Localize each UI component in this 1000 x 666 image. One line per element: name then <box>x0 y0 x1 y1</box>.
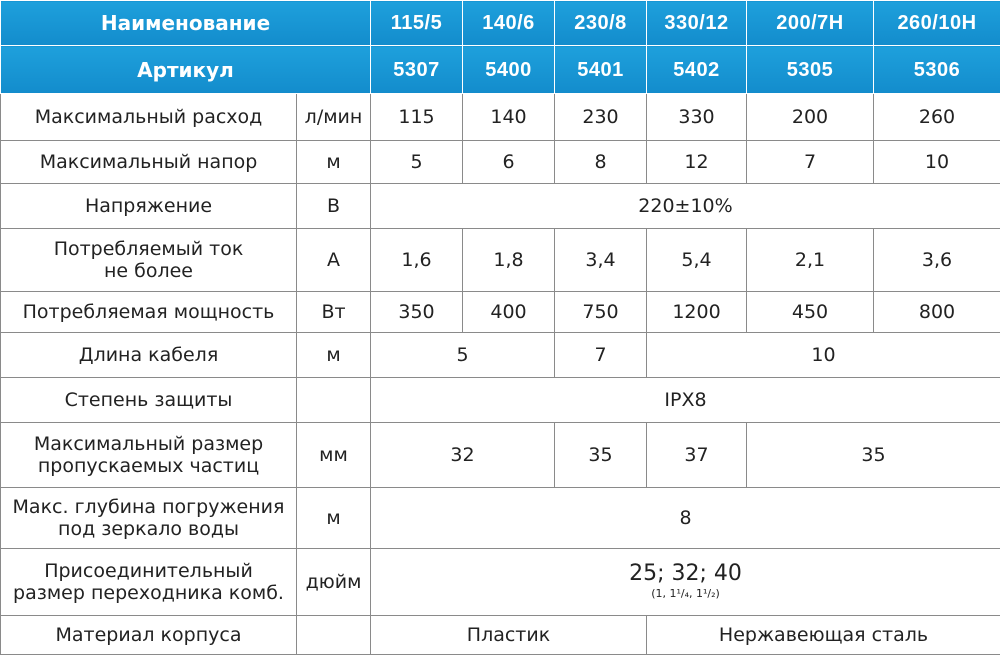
row-max-head <box>1 141 1000 184</box>
param-label: Длина кабеля <box>1 333 297 378</box>
article-number: 5400 <box>463 46 555 94</box>
value-cell: 5 <box>371 141 463 184</box>
param-label-line1: Макс. глубина погружения <box>12 496 285 518</box>
value-cell: 12 <box>647 141 747 184</box>
param-label-line2: пропускаемых частиц <box>37 455 260 477</box>
param-label: Максимальный расход <box>1 94 297 141</box>
value-cell: 7 <box>555 333 647 378</box>
unit-cell: м <box>297 488 371 549</box>
row-connection-size <box>1 549 1000 616</box>
value-cell: 115 <box>371 94 463 141</box>
unit-cell: Вт <box>297 292 371 333</box>
model-header: 230/8 <box>555 1 647 46</box>
value-cell: 230 <box>555 94 647 141</box>
model-header: 260/10Н <box>874 1 1000 46</box>
unit-cell: м <box>297 141 371 184</box>
header-row-article <box>1 46 1000 94</box>
value-cell: 450 <box>747 292 874 333</box>
row-max-flow <box>1 94 1000 141</box>
value-cell: 8 <box>555 141 647 184</box>
value-cell: 7 <box>747 141 874 184</box>
param-label-line2: под зеркало воды <box>58 518 239 540</box>
value-cell: 5 <box>371 333 555 378</box>
row-power <box>1 292 1000 333</box>
param-label <box>1 423 297 488</box>
row-particle-size <box>1 423 1000 488</box>
article-number: 5307 <box>371 46 463 94</box>
param-label-line2: размер переходника комб. <box>13 582 284 604</box>
header-row-name <box>1 1 1000 46</box>
value-cell: 140 <box>463 94 555 141</box>
model-header: 140/6 <box>463 1 555 46</box>
value-cell: 1200 <box>647 292 747 333</box>
value-cell: 10 <box>647 333 1000 378</box>
row-current <box>1 229 1000 292</box>
article-number: 5306 <box>874 46 1000 94</box>
value-cell: 260 <box>874 94 1000 141</box>
row-cable-length <box>1 333 1000 378</box>
unit-cell: л/мин <box>297 94 371 141</box>
param-label: Напряжение <box>1 184 297 229</box>
value-cell: 3,4 <box>555 229 647 292</box>
article-number: 5401 <box>555 46 647 94</box>
value-cell: 5,4 <box>647 229 747 292</box>
value-cell: 750 <box>555 292 647 333</box>
value-cell: 400 <box>463 292 555 333</box>
unit-cell: В <box>297 184 371 229</box>
value-cell: 6 <box>463 141 555 184</box>
value-cell: 200 <box>747 94 874 141</box>
model-header: 200/7Н <box>747 1 874 46</box>
article-header: Артикул <box>1 46 371 94</box>
value-cell: Пластик <box>371 616 647 655</box>
param-label <box>1 229 297 292</box>
param-label-line2: не более <box>103 260 194 282</box>
value-cell: 1,8 <box>463 229 555 292</box>
article-number: 5305 <box>747 46 874 94</box>
value-cell <box>371 549 1000 616</box>
value-cell: 220±10% <box>371 184 1000 229</box>
row-protection <box>1 378 1000 423</box>
name-header: Наименование <box>1 1 371 46</box>
value-cell: 2,1 <box>747 229 874 292</box>
param-label-line1: Потребляемый ток <box>53 238 244 260</box>
param-label: Материал корпуса <box>1 616 297 655</box>
connection-subvalue: (1, 1¹/₄, 1¹/₂) <box>651 587 720 600</box>
value-cell: 35 <box>747 423 1000 488</box>
value-cell: 35 <box>555 423 647 488</box>
row-depth <box>1 488 1000 549</box>
param-label: Степень защиты <box>1 378 297 423</box>
unit-cell: дюйм <box>297 549 371 616</box>
unit-cell: мм <box>297 423 371 488</box>
value-cell: 8 <box>371 488 1000 549</box>
model-header: 115/5 <box>371 1 463 46</box>
value-cell: 32 <box>371 423 555 488</box>
value-cell: 37 <box>647 423 747 488</box>
value-cell: Нержавеющая сталь <box>647 616 1000 655</box>
value-cell: 350 <box>371 292 463 333</box>
param-label <box>1 549 297 616</box>
param-label: Максимальный напор <box>1 141 297 184</box>
value-cell: 10 <box>874 141 1000 184</box>
value-cell: 800 <box>874 292 1000 333</box>
value-cell: IPX8 <box>371 378 1000 423</box>
article-number: 5402 <box>647 46 747 94</box>
value-cell: 330 <box>647 94 747 141</box>
value-cell: 3,6 <box>874 229 1000 292</box>
connection-value: 25; 32; 40 <box>629 561 742 586</box>
unit-cell: А <box>297 229 371 292</box>
param-label <box>1 488 297 549</box>
unit-cell: м <box>297 333 371 378</box>
value-cell: 1,6 <box>371 229 463 292</box>
unit-cell <box>297 378 371 423</box>
row-voltage <box>1 184 1000 229</box>
row-material <box>1 616 1000 655</box>
unit-cell <box>297 616 371 655</box>
param-label: Потребляемая мощность <box>1 292 297 333</box>
model-header: 330/12 <box>647 1 747 46</box>
param-label-line1: Присоединительный <box>44 560 253 582</box>
param-label-line1: Максимальный размер <box>33 433 264 455</box>
